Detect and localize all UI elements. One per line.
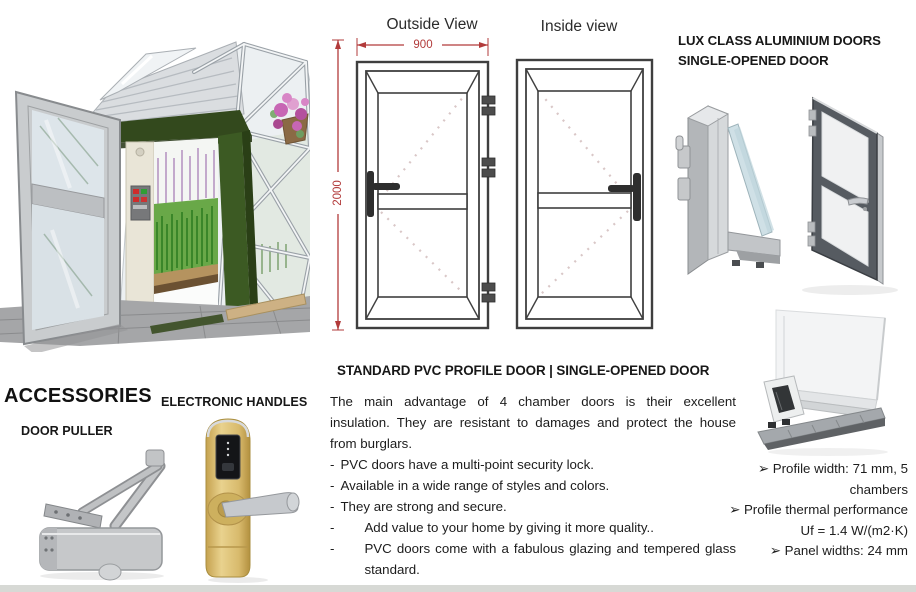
list-text: PVC doors have a multi-point security lock. bbox=[340, 457, 594, 472]
spec-text: Uf = 1.4 W/(m2·K) bbox=[800, 522, 908, 538]
arrow-bullet-icon: ➢ bbox=[757, 461, 773, 476]
spec-text: Profile thermal performance bbox=[743, 502, 908, 518]
inside-view-title: Inside view bbox=[540, 18, 618, 35]
standard-section-heading: STANDARD PVC PROFILE DOOR | SINGLE-OPENED DOOR bbox=[337, 363, 710, 378]
list-text: Add value to your home by giving it more quality.. bbox=[364, 520, 654, 535]
spec-text: chambers bbox=[849, 481, 908, 497]
spec-line bbox=[694, 459, 908, 480]
spec-text: Panel widths: 24 mm bbox=[784, 543, 908, 559]
list-item bbox=[330, 475, 736, 496]
door-puller-label: DOOR PULLER bbox=[21, 424, 113, 438]
list-text-line: PVC doors come with a fabulous glazing and tempered glass bbox=[364, 541, 736, 556]
electronic-handle-photo bbox=[196, 413, 308, 583]
list-dash: - bbox=[330, 457, 335, 472]
spec-text: Profile width: 71 mm, 5 bbox=[772, 461, 908, 476]
list-item bbox=[330, 454, 736, 475]
width-dimension-label: 900 bbox=[404, 38, 442, 52]
spec-line bbox=[694, 541, 908, 562]
greenhouse-dome-photo bbox=[0, 8, 310, 352]
lux-section-title bbox=[678, 31, 916, 70]
profile-specs-list bbox=[694, 459, 908, 562]
list-text bbox=[364, 538, 736, 580]
door-technical-drawing bbox=[330, 14, 675, 359]
list-item bbox=[330, 517, 736, 538]
list-text-line: standard. bbox=[364, 562, 420, 577]
spec-line bbox=[694, 480, 908, 501]
list-text: They are strong and secure. bbox=[340, 499, 507, 514]
spec-line bbox=[694, 521, 908, 542]
list-item bbox=[330, 496, 736, 517]
list-dash: - bbox=[330, 520, 335, 535]
arrow-bullet-icon: ➢ bbox=[729, 502, 744, 518]
lux-title-line1: LUX CLASS ALUMINIUM DOORS bbox=[678, 33, 881, 48]
door-drawing-diagram bbox=[330, 14, 675, 359]
intro-line: The main advantage of 4 chamber doors is their excellent bbox=[330, 394, 736, 409]
list-dash: - bbox=[330, 478, 335, 493]
list-text: Available in a wide range of styles and colors. bbox=[340, 478, 610, 493]
spec-line bbox=[694, 500, 908, 521]
height-dimension-label: 2000 bbox=[331, 172, 345, 214]
aluminium-profile-and-door-photo bbox=[672, 84, 916, 298]
intro-line: insulation. They are resistant to damages and protect the house bbox=[330, 415, 736, 430]
list-dash: - bbox=[330, 541, 335, 556]
pvc-profile-corner-photo bbox=[748, 306, 893, 458]
bottom-border-strip bbox=[0, 585, 916, 592]
arrow-bullet-icon: ➢ bbox=[769, 543, 785, 559]
accessories-heading: ACCESSORIES bbox=[4, 385, 152, 407]
lux-title-line2: SINGLE-OPENED DOOR bbox=[678, 52, 829, 68]
list-item bbox=[330, 538, 736, 580]
standard-section-body bbox=[330, 391, 736, 592]
list-dash: - bbox=[330, 499, 335, 514]
outside-view-title: Outside View bbox=[386, 16, 478, 33]
electronic-handles-label: ELECTRONIC HANDLES bbox=[161, 395, 308, 409]
door-closer-photo bbox=[12, 436, 172, 582]
intro-line: from burglars. bbox=[330, 436, 413, 451]
